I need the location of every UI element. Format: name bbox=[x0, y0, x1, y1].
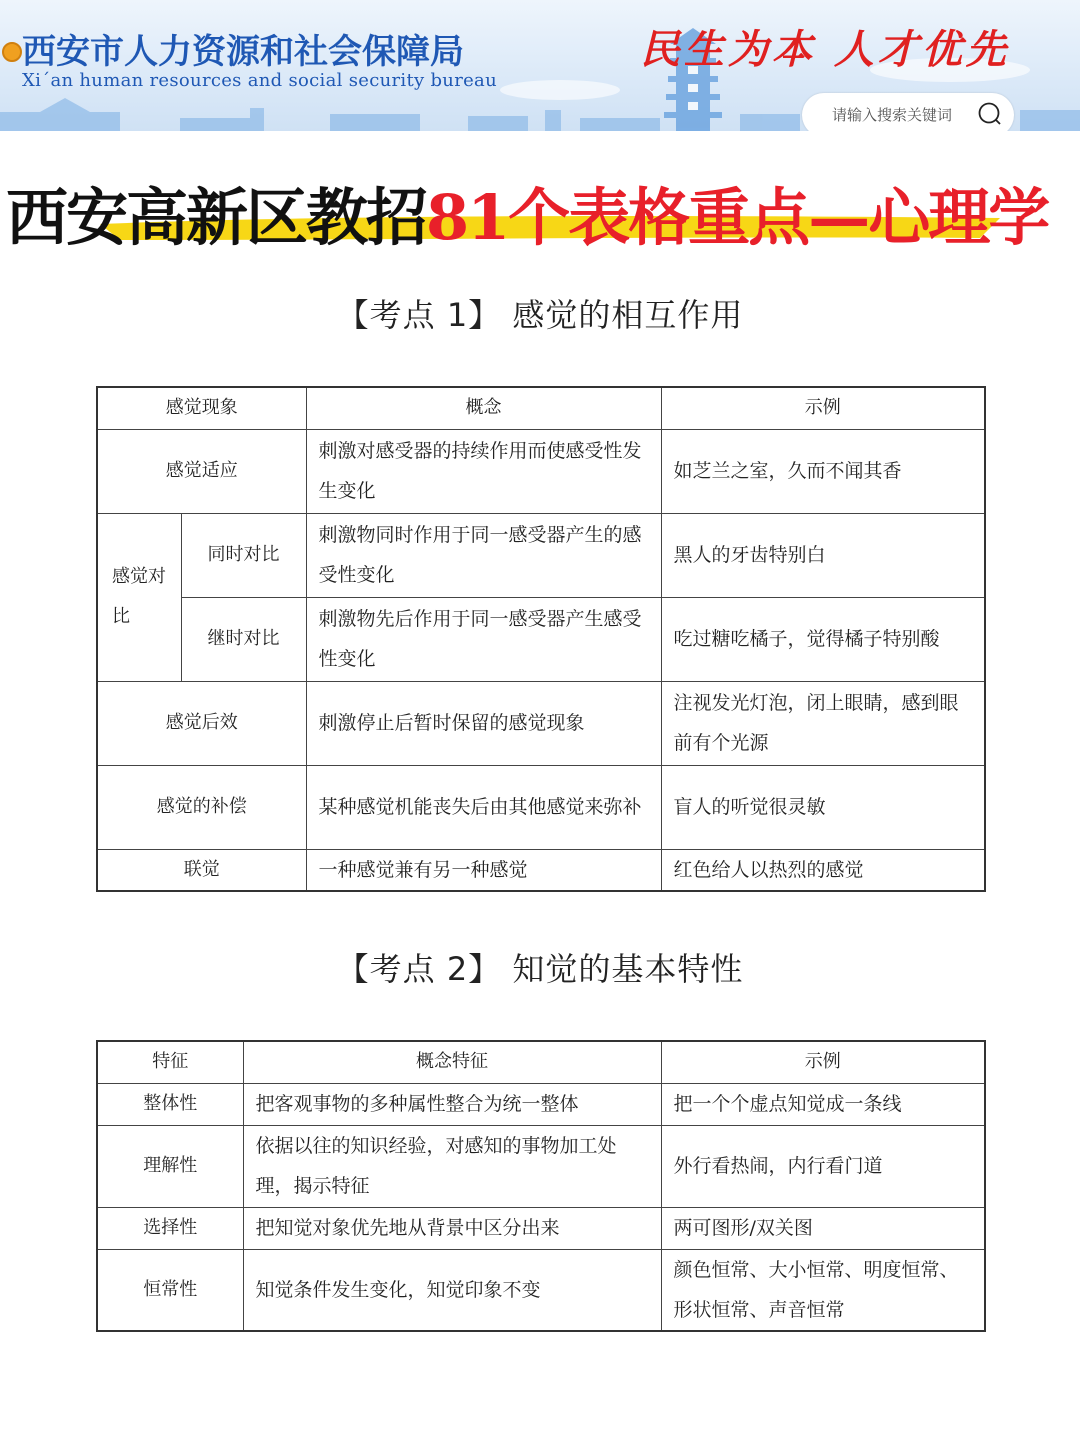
table-header-row bbox=[97, 387, 985, 429]
example-cell: 盲人的听觉很灵敏 bbox=[661, 765, 985, 849]
perception-table bbox=[96, 1040, 986, 1332]
table-row bbox=[97, 765, 985, 849]
header-cell: 示例 bbox=[661, 1041, 985, 1083]
concept-cell: 把知觉对象优先地从背景中区分出来 bbox=[243, 1207, 661, 1249]
header-cell: 示例 bbox=[661, 387, 985, 429]
table-row bbox=[97, 681, 985, 765]
example-cell: 黑人的牙齿特别白 bbox=[661, 513, 985, 597]
feature-cell: 整体性 bbox=[97, 1083, 243, 1125]
title-part-red: 81个表格重点—心理学 bbox=[426, 181, 1049, 254]
concept-cell: 刺激物同时作用于同一感受器产生的感受性变化 bbox=[306, 513, 661, 597]
example-cell: 注视发光灯泡，闭上眼睛，感到眼前有个光源 bbox=[661, 681, 985, 765]
table-row bbox=[97, 597, 985, 681]
page-title bbox=[6, 168, 1048, 257]
concept-cell: 某种感觉机能丧失后由其他感觉来弥补 bbox=[306, 765, 661, 849]
concept-cell: 把客观事物的多种属性整合为统一整体 bbox=[243, 1083, 661, 1125]
concept-cell: 刺激对感受器的持续作用而使感受性发生变化 bbox=[306, 429, 661, 513]
header-banner bbox=[0, 0, 1080, 131]
concept-cell: 依据以往的知识经验，对感知的事物加工处理，揭示特征 bbox=[243, 1125, 661, 1207]
header-cell: 概念特征 bbox=[243, 1041, 661, 1083]
feature-cell: 理解性 bbox=[97, 1125, 243, 1207]
bureau-name-cn: 西安市人力资源和社会保障局 bbox=[22, 32, 464, 72]
search-icon[interactable] bbox=[978, 102, 1002, 126]
phenomenon-cell: 联觉 bbox=[97, 849, 306, 891]
table-row bbox=[97, 1207, 985, 1249]
table-row bbox=[97, 1125, 985, 1207]
group-cell: 感觉对比 bbox=[97, 513, 181, 681]
concept-cell: 刺激停止后暂时保留的感觉现象 bbox=[306, 681, 661, 765]
example-cell: 两可图形/双关图 bbox=[661, 1207, 985, 1249]
phenomenon-cell: 继时对比 bbox=[181, 597, 306, 681]
table-row bbox=[97, 1249, 985, 1331]
table-row bbox=[97, 429, 985, 513]
slogan: 民生为本 人才优先 bbox=[640, 26, 1010, 73]
example-cell: 如芝兰之室，久而不闻其香 bbox=[661, 429, 985, 513]
search-box bbox=[802, 93, 1014, 131]
header-cell: 感觉现象 bbox=[97, 387, 306, 429]
table-header-row bbox=[97, 1041, 985, 1083]
feature-cell: 选择性 bbox=[97, 1207, 243, 1249]
phenomenon-cell: 感觉的补偿 bbox=[97, 765, 306, 849]
section-heading-2: 【考点 2】 知觉的基本特性 bbox=[336, 950, 744, 988]
bureau-name-en: Xi´an human resources and social security bureau bbox=[22, 70, 497, 91]
example-cell: 外行看热闹，内行看门道 bbox=[661, 1125, 985, 1207]
table-row bbox=[97, 513, 985, 597]
sensation-table bbox=[96, 386, 986, 892]
section-heading-1: 【考点 1】 感觉的相互作用 bbox=[336, 296, 744, 334]
concept-cell: 刺激物先后作用于同一感受器产生感受性变化 bbox=[306, 597, 661, 681]
header-cell: 特征 bbox=[97, 1041, 243, 1083]
example-cell: 红色给人以热烈的感觉 bbox=[661, 849, 985, 891]
table-row bbox=[97, 1083, 985, 1125]
phenomenon-cell: 感觉后效 bbox=[97, 681, 306, 765]
feature-cell: 恒常性 bbox=[97, 1249, 243, 1331]
phenomenon-cell: 同时对比 bbox=[181, 513, 306, 597]
example-cell: 把一个个虚点知觉成一条线 bbox=[661, 1083, 985, 1125]
bureau-logo-icon bbox=[2, 42, 22, 62]
concept-cell: 知觉条件发生变化，知觉印象不变 bbox=[243, 1249, 661, 1331]
header-cell: 概念 bbox=[306, 387, 661, 429]
concept-cell: 一种感觉兼有另一种感觉 bbox=[306, 849, 661, 891]
title-part-black: 西安高新区教招 bbox=[6, 181, 427, 254]
phenomenon-cell: 感觉适应 bbox=[97, 429, 306, 513]
example-cell: 吃过糖吃橘子，觉得橘子特别酸 bbox=[661, 597, 985, 681]
example-cell: 颜色恒常、大小恒常、明度恒常、形状恒常、声音恒常 bbox=[661, 1249, 985, 1331]
table-row bbox=[97, 849, 985, 891]
search-input[interactable] bbox=[832, 103, 964, 127]
